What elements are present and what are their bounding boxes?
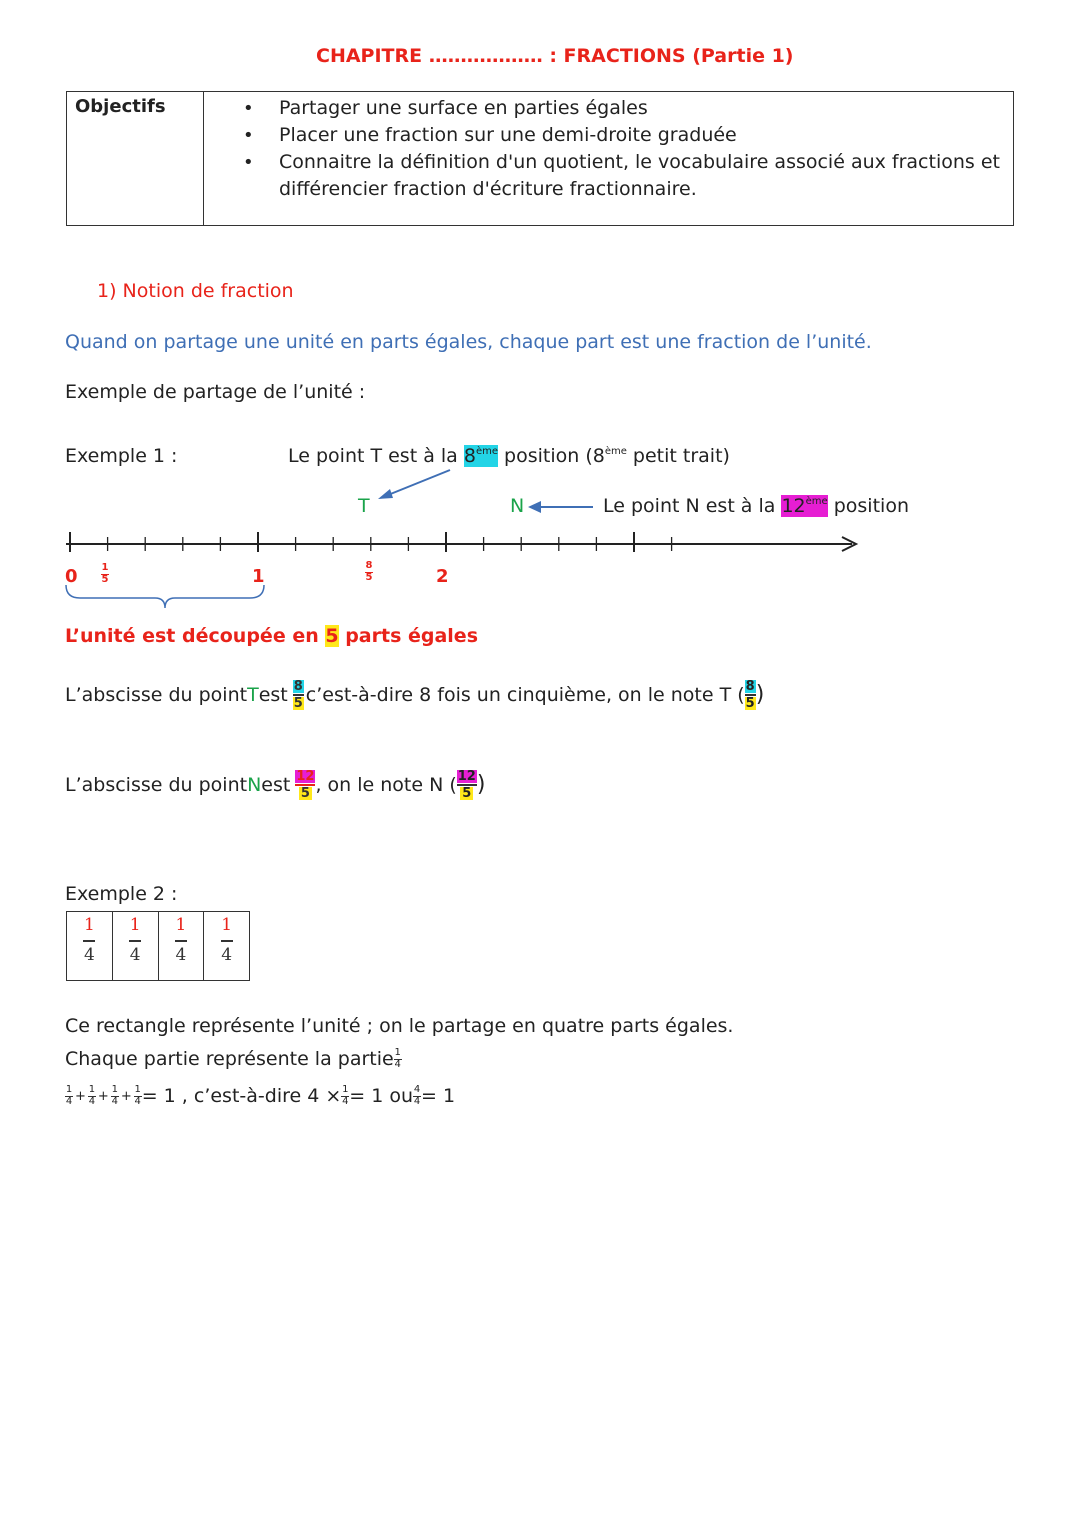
example2-sum-line [65,1085,455,1107]
quarter-cell [204,912,249,980]
unit-pre: L’unité est découpée en [65,625,326,647]
note-8-den: 5 [745,695,755,711]
point-n-label: N [510,495,525,517]
note-n-post: position [827,495,909,517]
unit-parts: 5 [325,625,339,647]
frac-8-den: 5 [293,695,303,711]
objective-item: • Connaitre la définition d'un quotient, le vocabulaire associé aux fractions et [235,149,1012,176]
line2-text: Chaque partie représente la partie [65,1048,394,1070]
fifth-den: 5 [101,573,109,585]
axis-ticks [70,532,672,552]
note-t-mid: position (8 [497,445,605,467]
example1-label: Exemple 1 : [65,445,178,467]
rank-12-sup: ème [805,496,828,507]
cell-den: 4 [175,944,187,965]
four-quarters-frac [413,1085,421,1107]
objectives-table [66,91,1014,226]
cell-den: 4 [83,944,95,965]
example2-line2 [65,1048,402,1070]
note-8-num: 8 [745,679,755,694]
quarter-cell [159,912,205,980]
sum-frac-3 [111,1085,119,1107]
axis-label-0: 0 [65,566,78,587]
f-den: 4 [413,1095,421,1107]
s2-num: 1 [88,1084,96,1095]
chapter-title: CHAPITRE ……………… : FRACTIONS (Partie 1) [316,45,794,67]
abs-n-pre: L’abscisse du point [65,773,248,796]
times-frac [341,1085,349,1107]
number-line-svg [0,460,1080,620]
plus-sign: + [97,1088,109,1104]
axis-label-eight-fifths [365,561,373,583]
frac-8-5-note [745,680,756,710]
unit-sentence [65,625,478,647]
cell-num: 1 [221,915,233,935]
sum-frac-4 [134,1085,142,1107]
s3-den: 4 [111,1095,118,1107]
t-den: 4 [342,1095,349,1107]
s1-den: 4 [65,1095,73,1107]
example-intro: Exemple de partage de l’unité : [65,381,366,403]
cell-num: 1 [129,915,141,935]
cell-num: 1 [83,915,95,935]
note-t-post: petit trait) [626,445,730,467]
q-den: 4 [394,1058,401,1070]
note-12-den: 5 [462,785,472,801]
example2-label: Exemple 2 : [65,883,178,905]
example2-line1: Ce rectangle représente l’unité ; on le partage en quatre parts égales. [65,1015,734,1037]
abs-n-post: , on le note N ( [315,773,457,796]
objectives-list [205,93,1012,203]
unit-brace [66,585,264,608]
frac-12-den: 5 [300,785,310,801]
sum-end: = 1 [421,1085,456,1107]
s2-den: 4 [88,1095,96,1107]
objectives-label: Objectifs [67,92,204,226]
abscissa-t-line [65,680,764,710]
note-12-num: 12 [457,769,476,784]
sum-eq: = 1 ou [349,1085,414,1107]
s4-num: 1 [134,1084,141,1095]
q-num: 1 [394,1047,401,1058]
abs-t-pre: L’abscisse du point [65,683,248,706]
section-heading: 1) Notion de fraction [97,280,294,302]
arrow-to-n-head [528,501,541,513]
unit-post: parts égales [338,625,479,647]
eight-den: 5 [365,571,373,583]
note-n-text: Le point N est à la [603,495,782,517]
arrow-to-t [388,470,450,495]
s1-num: 1 [65,1084,73,1095]
abscissa-n-line [65,770,485,800]
axis-label-1: 1 [252,566,265,587]
point-t-label: T [358,495,370,517]
definition-text: Quand on partage une unité en parts égales, chaque part est une fraction de l’unité. [65,331,872,353]
quarters-rectangle [66,911,250,981]
frac-12-5 [295,770,315,800]
f-num: 4 [413,1084,421,1095]
quarter-cell [113,912,159,980]
fifth-num: 1 [101,562,109,573]
sum-frac-1 [65,1085,73,1107]
objectives-list-cell [204,92,1014,226]
cell-num: 1 [175,915,187,935]
s3-num: 1 [111,1084,118,1095]
objective-item: • Partager une surface en parties égales [235,95,1012,122]
plus-sign: + [120,1088,132,1104]
axis-label-one-fifth [101,563,109,585]
abs-t-close: ) [755,682,765,708]
abs-n-est: est [261,773,291,796]
sum-frac-2 [88,1085,96,1107]
frac-12-num: 12 [296,769,315,784]
frac-8-num: 8 [293,679,303,694]
arrow-to-t-head [378,489,393,499]
rank-8-sup: ème [475,446,498,457]
frac-12-5-note [457,770,477,800]
quarter-frac [394,1048,402,1070]
abs-n-close: ) [476,772,486,798]
quarter-cell [67,912,113,980]
cell-den: 4 [221,944,233,965]
rank-12: 12 [781,495,806,517]
abs-n-point: N [247,773,262,796]
eight-num: 8 [365,560,373,571]
note-t-text: Le point T est à la [288,445,464,467]
rank-8: 8 [463,445,476,467]
frac-8-5 [293,680,304,710]
t-num: 1 [342,1084,349,1095]
abs-t-est: est [258,683,288,706]
abs-t-post: c’est-à-dire 8 fois un cinquième, on le note T ( [305,683,745,706]
sum-result: = 1 , c’est-à-dire 4 × [141,1085,342,1107]
plus-sign: + [75,1088,86,1104]
axis-label-2: 2 [436,566,449,587]
s4-den: 4 [134,1095,141,1107]
abs-t-point: T [247,683,259,706]
objective-item: • Placer une fraction sur une demi-droite graduée [235,122,1012,149]
cell-den: 4 [129,944,141,965]
objective-continuation-text: différencier fraction d'écriture fractionnaire. [279,178,697,200]
objective-item-continuation [235,176,1012,203]
note-t-sup2: ème [604,446,627,457]
